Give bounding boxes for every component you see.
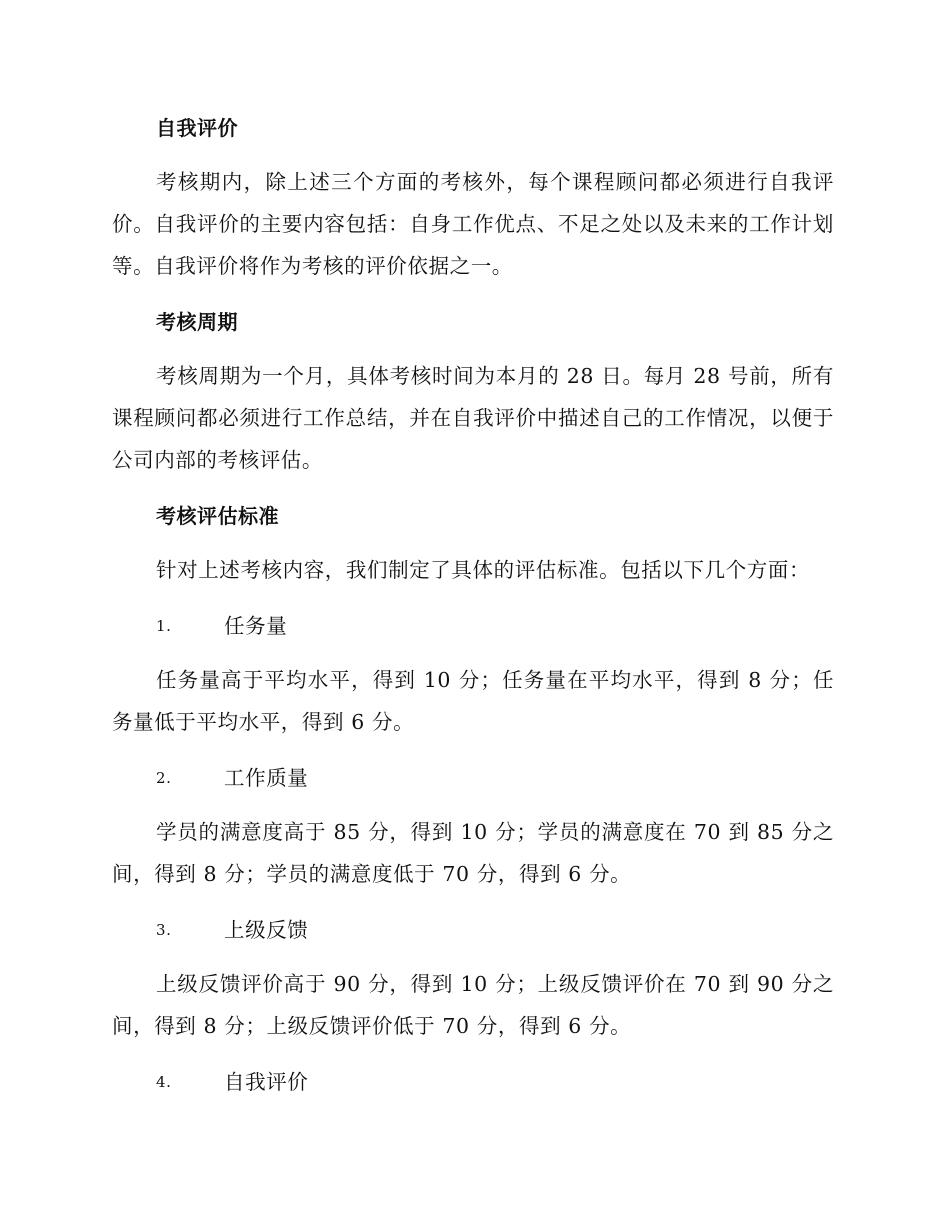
paragraph-task-volume-criteria: 任务量高于平均水平，得到 10 分；任务量在平均水平，得到 8 分；任务量低于平均水平，得到 6 分。 [112,668,834,734]
list-item-number: 4. [156,1073,172,1091]
section-heading-self-evaluation: 自我评价 [156,116,238,140]
paragraph-self-evaluation: 考核期内，除上述三个方面的考核外，每个课程顾问都必须进行自我评价。自我评价的主要内容包括：自身工作优点、不足之处以及未来的工作计划等。自我评价将作为考核的评价依据之一。 [112,170,834,278]
list-item-title: 自我评价 [224,1070,309,1094]
section-heading-evaluation-standards: 考核评估标准 [156,504,279,528]
list-item-number: 2. [156,769,172,787]
section-heading-review-cycle: 考核周期 [156,310,238,334]
paragraph-work-quality-criteria: 学员的满意度高于 85 分，得到 10 分；学员的满意度在 70 到 85 分之间，得到 8 分；学员的满意度低于 70 分，得到 6 分。 [112,820,834,886]
list-item-number: 1. [156,617,172,635]
list-item-title: 上级反馈 [224,918,309,942]
paragraph-review-cycle: 考核周期为一个月，具体考核时间为本月的 28 日。每月 28 号前，所有课程顾问都必须进行工作总结，并在自我评价中描述自己的工作情况，以便于公司内部的考核评估。 [112,364,834,472]
paragraph-supervisor-feedback-criteria: 上级反馈评价高于 90 分，得到 10 分；上级反馈评价在 70 到 90 分之间，得到 8 分；上级反馈评价低于 70 分，得到 6 分。 [112,972,834,1038]
paragraph-standards-intro: 针对上述考核内容，我们制定了具体的评估标准。包括以下几个方面： [156,558,811,582]
list-item-title: 任务量 [224,614,288,638]
list-item-title: 工作质量 [224,766,309,790]
list-item-number: 3. [156,921,172,939]
